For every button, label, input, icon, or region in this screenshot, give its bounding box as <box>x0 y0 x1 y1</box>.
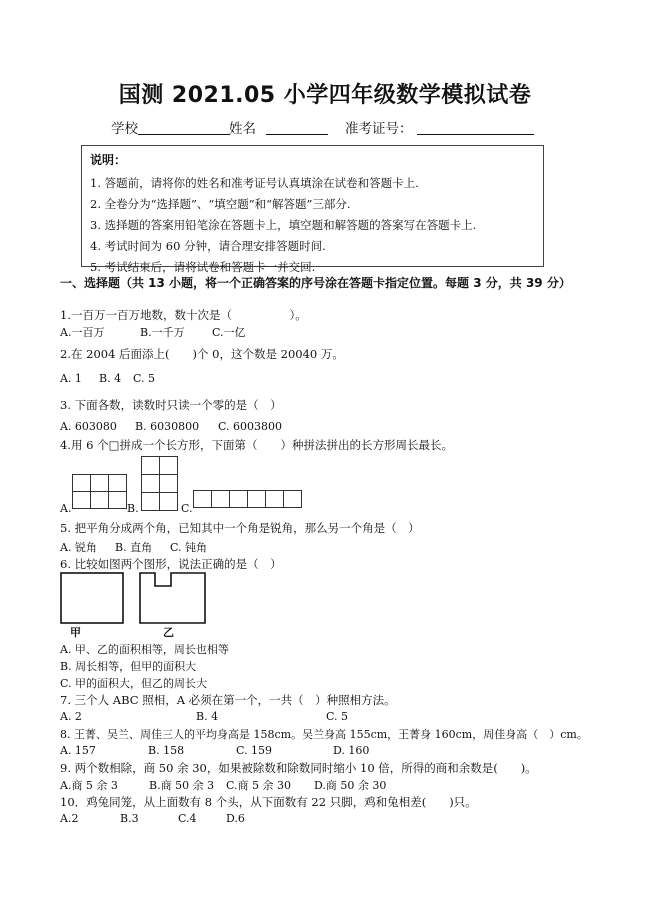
figure-yi-label: 乙 <box>163 626 174 639</box>
q7-option-a: A. 2 <box>60 710 82 723</box>
q9-option-c: C.商 5 余 30 <box>226 779 292 792</box>
instructions-box <box>81 145 544 274</box>
q8-option-d: D. 160 <box>333 744 370 757</box>
q6-figures <box>58 570 218 636</box>
q8-option-b: B. 158 <box>148 744 185 757</box>
q3-option-a: A. 603080 <box>60 420 117 433</box>
q4-option-c: C. <box>181 502 193 515</box>
q1-option-b: B.一千万 <box>140 326 185 339</box>
q2-option-c: C. 5 <box>133 372 156 385</box>
q10-option-a: A.2 <box>60 812 79 825</box>
question-6: 6. 比较如图两个图形，说法正确的是（ ） <box>60 557 282 571</box>
name-label: 姓名 <box>229 121 256 137</box>
q3-option-c: C. 6003800 <box>218 420 283 433</box>
q7-option-b: B. 4 <box>196 710 219 723</box>
exam-id-field <box>345 117 534 137</box>
q4-figure-a <box>72 474 127 509</box>
q6-option-c: C. 甲的面积大，但乙的周长大 <box>60 677 208 690</box>
question-3: 3. 下面各数，读数时只读一个零的是（ ） <box>60 398 282 412</box>
question-2: 2.在 2004 后面添上( )个 0，这个数是 20040 万。 <box>60 347 344 361</box>
q10-option-b: B.3 <box>120 812 139 825</box>
q4-option-b: B. <box>127 502 139 515</box>
section-heading: 一、选择题（共 13 小题，将一个正确答案的序号涂在答题卡指定位置。每题 3 分，共 39 分） <box>60 276 571 290</box>
question-10: 10．鸡兔同笼，从上面数有 8 个头，从下面数有 22 只脚，鸡和兔相差( )只。 <box>60 795 477 809</box>
instruction-item: 1. 答题前，请将你的姓名和准考证号认真填涂在试卷和答题卡上. <box>90 176 419 190</box>
page-title: 国测 2021.05 小学四年级数学模拟试卷 <box>118 83 532 108</box>
q4-figure-b <box>141 456 178 511</box>
q4-option-a: A. <box>60 502 72 515</box>
q3-option-b: B. 6030800 <box>135 420 200 433</box>
q1-option-c: C.一亿 <box>212 326 246 339</box>
exam-id-blank <box>417 119 534 135</box>
instruction-item: 3. 选择题的答案用铅笔涂在答题卡上，填空题和解答题的答案写在答题卡上. <box>90 218 477 232</box>
q2-option-a: A. 1 <box>60 372 82 385</box>
q6-option-b: B. 周长相等，但甲的面积大 <box>60 660 197 673</box>
q1-option-a: A.一百万 <box>60 326 105 339</box>
school-label: 学校 <box>111 121 138 137</box>
q10-option-d: D.6 <box>226 812 245 825</box>
name-blank <box>266 119 328 135</box>
instruction-item: 5. 考试结束后，请将试卷和答题卡一并交回. <box>90 260 316 274</box>
q10-option-c: C.4 <box>178 812 197 825</box>
school-field <box>111 117 230 137</box>
q9-option-a: A.商 5 余 3 <box>60 779 118 792</box>
exam-id-label: 准考证号： <box>345 121 413 137</box>
q5-option-a: A. 锐角 <box>60 541 97 554</box>
instruction-item: 4. 考试时间为 60 分钟，请合理安排答题时间. <box>90 239 326 253</box>
q2-option-b: B. 4 <box>99 372 122 385</box>
school-blank <box>138 119 230 135</box>
q6-option-a: A. 甲、乙的面积相等，周长也相等 <box>60 643 229 656</box>
question-1: 1.一百万一百万地数，数十次是（ ）。 <box>60 308 307 322</box>
q5-option-c: C. 钝角 <box>170 541 208 554</box>
figure-jia-label: 甲 <box>70 626 81 639</box>
question-7: 7. 三个人 ABC 照相，A 必须在第一个，一共（ ）种照相方法。 <box>60 693 396 707</box>
question-5: 5. 把平角分成两个角，已知其中一个角是锐角，那么另一个角是（ ） <box>60 521 420 535</box>
figure-yi-shape <box>140 573 205 623</box>
q4-figure-c <box>193 490 302 508</box>
name-field <box>229 117 328 137</box>
figure-jia-shape <box>61 573 123 623</box>
question-9: 9. 两个数相除，商 50 余 30，如果被除数和除数同时缩小 10 倍，所得的商和余数是( )。 <box>60 761 537 775</box>
question-8: 8. 王菁、吴兰、周佳三人的平均身高是 158cm。吴兰身高 155cm，王菁身 160cm，周佳身高（ ）cm。 <box>60 728 588 741</box>
q9-option-d: D.商 50 余 30 <box>314 779 387 792</box>
q9-option-b: B.商 50 余 3 <box>149 779 215 792</box>
q8-option-c: C. 159 <box>236 744 273 757</box>
q7-option-c: C. 5 <box>326 710 349 723</box>
instructions-heading: 说明： <box>90 153 127 167</box>
q8-option-a: A. 157 <box>60 744 96 757</box>
q5-option-b: B. 直角 <box>115 541 153 554</box>
question-4: 4.用 6 个□拼成一个长方形，下面第（ ）种拼法拼出的长方形周长最长。 <box>60 438 453 452</box>
instruction-item: 2. 全卷分为“选择题”、“填空题”和“解答题”三部分. <box>90 197 351 211</box>
